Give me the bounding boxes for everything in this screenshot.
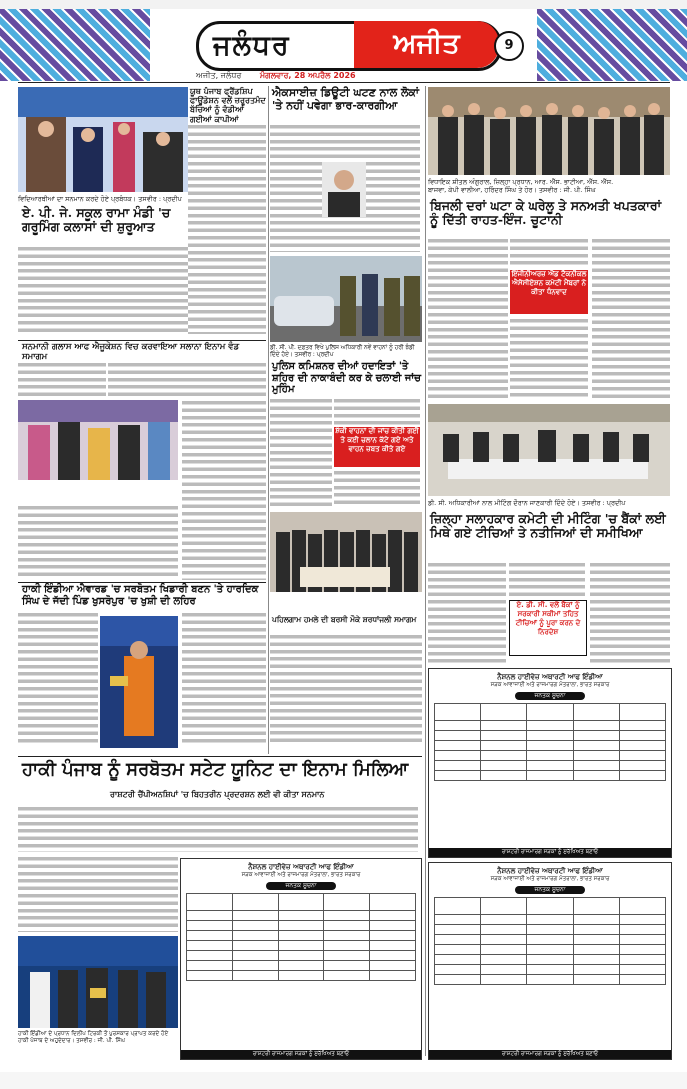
masthead-pattern-left xyxy=(0,9,150,81)
column-rule-2 xyxy=(425,86,426,1056)
s9-body-1 xyxy=(18,612,98,744)
s5-body-3 xyxy=(182,400,266,580)
s8-body-2-fill xyxy=(509,562,585,598)
s2-body xyxy=(188,124,266,334)
notice3-title: ਨੈਸ਼ਨਲ ਹਾਈਵੇਜ਼ ਅਥਾਰਟੀ ਆਫ ਇੰਡੀਆ xyxy=(497,867,603,875)
s5-body-4-fill xyxy=(18,505,178,580)
masthead-title-right: ਅਜੀਤ xyxy=(354,21,499,68)
notice1-subtitle: ਸੜਕ ਆਵਾਜਾਈ ਅਤੇ ਰਾਜਮਾਰਗ ਮੰਤਰਾਲਾ, ਭਾਰਤ ਸਰਕਾਰ xyxy=(490,682,610,688)
s11-subheadline: ਰਾਸ਼ਟਰੀ ਚੈਂਪੀਅਨਸ਼ਿਪਾਂ 'ਚ ਬਿਹਤਰੀਨ ਪ੍ਰਦਰਸ਼ਨ ਲਈ ਵੀ ਕੀਤਾ ਸਨਮਾਨ xyxy=(110,789,325,799)
notice2-footer: ਰਾਸ਼ਟਰੀ ਰਾਜਮਾਰਗ ਸੜਕਾਂ ਨੂੰ ਸੁਰੱਖਿਅਤ ਬਣਾਓ xyxy=(181,1050,421,1059)
s11-body-2 xyxy=(18,856,178,932)
s8-body-3-fill xyxy=(590,562,670,664)
group-photo-officials xyxy=(428,87,670,175)
s6-caption: ਡੀ. ਸੀ. ਪੀ. ਦਫ਼ਤਰ ਵਿਖੇ ਪੁਲਿਸ ਅਧਿਕਾਰੀ ਨਵੇਂ ਵਾਹਨਾਂ ਨੂੰ ਹਰੀ ਝੰਡੀ ਦਿੰਦੇ ਹੋਏ। ਤਸਵੀਰ : ਪ੍ਰਦੀਪ xyxy=(270,345,415,358)
s8-body-1-fill xyxy=(428,562,506,664)
s6-body-2-fill xyxy=(334,398,420,425)
s8-redbox: ਏ. ਡੀ. ਸੀ. ਵਲੋਂ ਬੈਂਕਾਂ ਨੂੰ ਸਰਕਾਰੀ ਸਕੀਮਾਂ ਤਹਿਤ ਟੀਚਿਆਂ ਨੂੰ ਪੂਰਾ ਕਰਨ ਦੇ ਨਿਰਦੇਸ਼ xyxy=(509,600,587,656)
rule-s9 xyxy=(18,582,266,583)
s5-headline: ਸਨਮਾਨੀ ਗਲਾਸ ਆਫ ਐਜੂਕੇਸ਼ਨ ਵਿਚ ਕਰਵਾਇਆ ਸਲਾਨਾ ਇਨਾਮ ਵੰਡ ਸਮਾਗਮ xyxy=(22,342,240,362)
nhai-notice-3 xyxy=(428,862,672,1060)
masthead xyxy=(0,9,687,81)
masthead-date: ਮੰਗਲਵਾਰ, 28 ਅਪਰੈਲ 2026 xyxy=(259,71,356,80)
s9-body-1-fill xyxy=(18,612,98,744)
notice2-subtitle: ਸੜਕ ਆਵਾਜਾਈ ਅਤੇ ਰਾਜਮਾਰਗ ਮੰਤਰਾਲਾ, ਭਾਰਤ ਸਰਕਾਰ xyxy=(241,872,361,878)
column-rule-1 xyxy=(268,86,269,754)
rule-s5 xyxy=(18,340,266,341)
s4-caption-2: ਬਾਜਵਾ, ਕੇਪੀ ਵਾਲੀਆ, ਹਰਿੰਦਰ ਸਿੰਘ ਤੇ ਹੋਰ। ਤਸਵੀਰ : ਜੀ. ਪੀ. ਸਿੰਘ xyxy=(428,186,596,194)
s4-body-col4-fill xyxy=(592,238,670,398)
notice3-badge: ਜਨਤਕ ਸੂਚਨਾ xyxy=(515,886,585,894)
masthead-subtitle xyxy=(196,71,496,81)
s8-headline: ਜ਼ਿਲ੍ਹਾ ਸਲਾਹਕਾਰ ਕਮੇਟੀ ਦੀ ਮੀਟਿੰਗ 'ਚ ਬੈਂਕਾਂ ਲਈ ਮਿਥੇ ਗਏ ਟੀਚਿਆਂ ਤੇ ਨਤੀਜਿਆਂ ਦੀ ਸਮੀਖਿਆ xyxy=(430,511,666,541)
s6-body-3-fill xyxy=(334,470,420,506)
s11-headline: ਹਾਕੀ ਪੰਜਾਬ ਨੂੰ ਸਰਬੋਤਮ ਸਟੇਟ ਯੂਨਿਟ ਦਾ ਇਨਾਮ ਮਿਲਿਆ xyxy=(22,759,409,780)
s9-body-2-fill xyxy=(182,612,266,744)
meeting-photo xyxy=(428,404,670,496)
s8-body-3 xyxy=(590,562,670,664)
s6-body-2 xyxy=(334,398,420,425)
top-rule xyxy=(18,82,670,83)
s4-redbox: ਇੰਜੀਨੀਅਰਜ਼ ਐਂਡ ਟੈਕਨੀਕਲ ਐਸੋਸੀਏਸ਼ਨ ਕਮੇਟੀ ਮੈਂਬਰਾਂ ਨੇ ਕੀਤਾ ਧੰਨਵਾਦ xyxy=(510,270,588,314)
nhai-notice-2 xyxy=(180,858,422,1060)
notice2-badge: ਜਨਤਕ ਸੂਚਨਾ xyxy=(266,882,336,890)
page-number: 9 xyxy=(494,31,524,61)
notice1-title: ਨੈਸ਼ਨਲ ਹਾਈਵੇਜ਼ ਅਥਾਰਟੀ ਆਫ ਇੰਡੀਆ xyxy=(497,673,603,681)
s11-body xyxy=(18,806,418,852)
s5-body-1-fill xyxy=(18,362,106,398)
s11-body-2-fill xyxy=(18,856,178,932)
s6-body-1-fill xyxy=(270,398,332,506)
s5-body-1 xyxy=(18,362,106,398)
s4-body-col4 xyxy=(592,238,670,398)
masthead-place: ਅਜੀਤ, ਜਲੰਧਰ xyxy=(196,71,242,80)
notice3-subtitle: ਸੜਕ ਆਵਾਜਾਈ ਅਤੇ ਰਾਜਮਾਰਗ ਮੰਤਰਾਲਾ, ਭਾਰਤ ਸਰਕਾਰ xyxy=(490,876,610,882)
s6-headline: ਪੁਲਿਸ ਕਮਿਸ਼ਨਰ ਦੀਆਂ ਹਦਾਇਤਾਂ 'ਤੇ ਸ਼ਹਿਰ ਦੀ ਨਾਕਾਬੰਦੀ ਕਰ ਕੇ ਚਲਾਈ ਜਾਂਚ ਮੁਹਿੰਮ xyxy=(272,361,421,395)
s8-body-1 xyxy=(428,562,506,664)
notice1-table xyxy=(434,703,666,781)
school-event-photo xyxy=(18,87,188,192)
notice2-title: ਨੈਸ਼ਨਲ ਹਾਈਵੇਜ਼ ਅਥਾਰਟੀ ਆਫ ਇੰਡੀਆ xyxy=(248,863,354,871)
s4-caption-1: ਵਿਧਾਇਕ ਸ਼ੀਤਲ ਅੰਗੁਰਾਲ, ਜ਼ਿਲ੍ਹਾ ਪ੍ਰਧਾਨ, ਆਰ. ਐੱਸ. ਭਾਟੀਆ, ਐੱਸ. ਐੱਸ. xyxy=(428,178,614,186)
s10-body xyxy=(270,634,422,744)
top-strip xyxy=(0,0,687,9)
notice3-footer: ਰਾਸ਼ਟਰੀ ਰਾਜਮਾਰਗ ਸੜਕਾਂ ਨੂੰ ਸੁਰੱਖਿਅਤ ਬਣਾਓ xyxy=(429,1050,671,1059)
award-ceremony-photo xyxy=(18,400,178,480)
s6-redbox: ਸ਼ੱਕੀ ਵਾਹਨਾਂ ਦੀ ਜਾਂਚ ਕੀਤੀ ਗਈ ਤੇ ਕਈ ਚਲਾਨ ਕੱਟੇ ਗਏ ਅਤੇ ਵਾਹਨ ਜ਼ਬਤ ਕੀਤੇ ਗਏ xyxy=(334,427,420,467)
rule-s11 xyxy=(18,756,422,757)
s4-body-col3 xyxy=(510,318,588,398)
s1-body xyxy=(18,246,188,334)
page-footer xyxy=(0,1072,687,1089)
masthead-title-left: ਜਲੰਧਰ xyxy=(213,30,291,61)
s4-body-col1 xyxy=(428,238,508,398)
s9-body-2 xyxy=(182,612,266,744)
hockey-award-photo xyxy=(100,616,178,748)
s3-headline: ਐਕਸਾਈਜ਼ ਡਿਊਟੀ ਘਟਣ ਨਾਲ ਲੋਕਾਂ 'ਤੇ ਨਹੀਂ ਪਵੇਗਾ ਭਾਰ-ਕਾਰਗੀਆ xyxy=(272,86,420,112)
s4-body-col1-fill xyxy=(428,238,508,398)
notice1-footer: ਰਾਸ਼ਟਰੀ ਰਾਜਮਾਰਗ ਸੜਕਾਂ ਨੂੰ ਸੁਰੱਖਿਅਤ ਬਣਾਓ xyxy=(429,848,671,857)
s2-body-fill xyxy=(188,124,266,334)
s7-caption: ਡੀ. ਸੀ. ਅਧਿਕਾਰੀਆਂ ਨਾਲ ਮੀਟਿੰਗ ਦੌਰਾਨ ਜਾਣਕਾਰੀ ਦਿੰਦੇ ਹੋਏ। ਤਸਵੀਰ : ਪ੍ਰਦੀਪ xyxy=(428,499,626,507)
s8-body-2 xyxy=(509,562,585,598)
notice2-table xyxy=(186,893,416,981)
s11-body-fill xyxy=(18,806,418,852)
notice1-badge: ਜਨਤਕ ਸੂਚਨਾ xyxy=(515,692,585,700)
s5-body-4 xyxy=(18,505,178,580)
s5-body-2-fill xyxy=(108,362,266,398)
s6-body-1 xyxy=(270,398,332,506)
s4-headline: ਬਿਜਲੀ ਦਰਾਂ ਘਟਾ ਕੇ ਘਰੇਲੂ ਤੇ ਸਨਅਤੀ ਖਪਤਕਾਰਾਂ ਨੂੰ ਦਿੱਤੀ ਰਾਹਤ-ਇੰਜ. ਚੂਟਾਨੀ xyxy=(430,198,662,228)
masthead-pattern-right xyxy=(537,9,687,81)
masthead-logo xyxy=(196,21,502,71)
nhai-notice-1 xyxy=(428,668,672,858)
s10-body-fill xyxy=(270,634,422,744)
s6-body-3 xyxy=(334,470,420,506)
hockey-punjab-award-photo xyxy=(18,936,178,1028)
notice3-table xyxy=(434,897,666,985)
portrait-photo xyxy=(322,162,366,217)
s5-body-3-fill xyxy=(182,400,266,580)
s1-caption: ਵਿਦਿਆਰਥੀਆਂ ਦਾ ਸਨਮਾਨ ਕਰਦੇ ਹੋਏ ਪ੍ਰਬੰਧਕ। ਤਸਵੀਰ : ਪ੍ਰਦੀਪ xyxy=(18,195,182,203)
s4-body-col2 xyxy=(510,238,588,268)
s10-headline: ਪਹਿਲਗਾਮ ਹਮਲੇ ਦੀ ਬਰਸੀ ਮੌਕੇ ਸ਼ਰਧਾਂਜਲੀ ਸਮਾਗਮ xyxy=(272,615,417,624)
s4-body-col2-fill xyxy=(510,238,588,268)
s1-body-fill xyxy=(18,246,188,334)
s9-headline: ਹਾਕੀ ਇੰਡੀਆ ਐਵਾਰਡ 'ਚ ਸਰਬੋਤਮ ਖਿਡਾਰੀ ਬਣਨ 'ਤੇ ਹਾਰਦਿਕ ਸਿੰਘ ਦੇ ਜੱਦੀ ਪਿੰਡ ਖੁਸਰੋਪੁਰ 'ਚ ਖੁਸ਼ੀ ਦੀ ਲਹਿਰ xyxy=(22,584,259,607)
s5-body-2 xyxy=(108,362,266,398)
s4-body-col3-fill xyxy=(510,318,588,398)
police-vehicles-photo xyxy=(270,256,422,342)
s11-caption: ਹਾਕੀ ਇੰਡੀਆ ਦੇ ਪ੍ਰਧਾਨ ਦਿਲੀਪ ਟਿਰਕੀ ਤੋਂ ਪੁਰਸਕਾਰ ਪ੍ਰਾਪਤ ਕਰਦੇ ਹੋਏ ਹਾਕੀ ਪੰਜਾਬ ਦੇ ਅਹੁਦੇਦਾਰ। ਤਸਵੀਰ : ਜੀ. ਪੀ. ਸਿੰਘ xyxy=(18,1031,169,1044)
memorial-group-photo xyxy=(270,512,422,592)
s2-headline: ਯੂਥ ਪੰਜਾਬ ਫ੍ਰੈਂਡਸ਼ਿਪ ਫਾਊਂਡੇਸ਼ਨ ਵਲੋਂ ਜ਼ਰੂਰਤਮੰਦ ਬੱਚਿਆਂ ਨੂੰ ਵੰਡੀਆਂ ਗਈਆਂ ਕਾਪੀਆਂ xyxy=(190,86,266,124)
s1-headline: ਏ. ਪੀ. ਜੇ. ਸਕੂਲ ਰਾਮਾ ਮੰਡੀ 'ਚ ਗਰੂਮਿੰਗ ਕਲਾਸਾਂ ਦੀ ਸ਼ੁਰੂਆਤ xyxy=(22,205,171,235)
